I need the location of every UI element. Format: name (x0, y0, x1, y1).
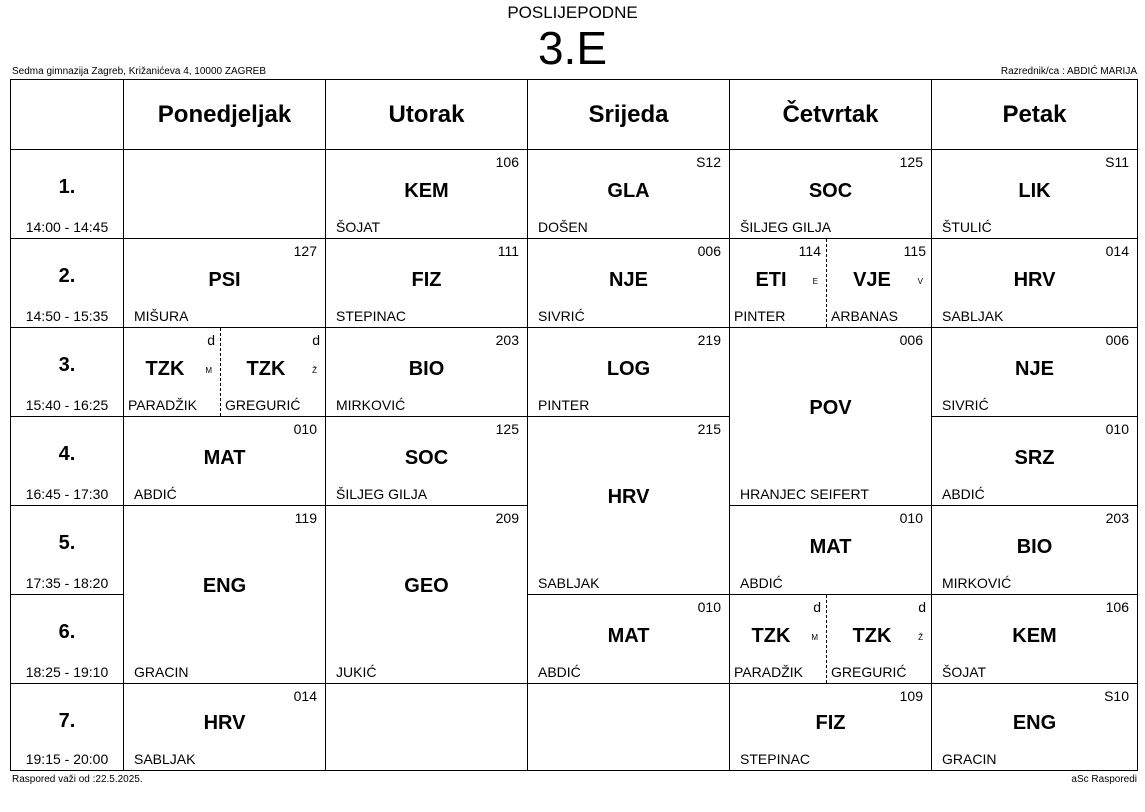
lesson-cell-thu-p1[interactable] (730, 150, 932, 239)
subject-code: MAT (809, 536, 852, 558)
lesson-cell-mon-p3[interactable] (124, 328, 326, 417)
subject-code: HRV (607, 486, 650, 508)
teacher-name: PINTER (734, 308, 786, 324)
subject-code: TZK (246, 358, 286, 380)
room-number: S10 (1104, 688, 1129, 704)
lesson-cell-wed-p3[interactable] (528, 328, 730, 417)
teacher-name: SABLJAK (538, 575, 600, 591)
lesson-cell-tue-p1[interactable] (326, 150, 528, 239)
lesson-cell-thu-p2[interactable] (730, 239, 932, 328)
timetable-grid (10, 79, 1138, 771)
lesson-cell-mon-p5-6[interactable] (124, 506, 326, 684)
period-number: 6. (58, 621, 76, 643)
day-header-fri: Petak (932, 80, 1137, 150)
lesson-half-left[interactable] (730, 595, 827, 683)
teacher-name: ŠTULIĆ (942, 219, 992, 235)
lesson-cell-fri-p1[interactable] (932, 150, 1137, 239)
subject-code: NJE (1015, 358, 1054, 380)
period-cell (11, 150, 124, 239)
school-name: Sedma gimnazija Zagreb, Križanićeva 4, 10000 ZAGREB (12, 66, 267, 77)
lesson-half-left[interactable] (124, 328, 221, 416)
subject-code: ENG (202, 575, 247, 597)
period-number: 2. (58, 265, 76, 287)
teacher-name: SIVRIĆ (538, 308, 585, 324)
subject-code: FIZ (815, 712, 846, 734)
teacher-name: JUKIĆ (336, 664, 377, 680)
room-number: 010 (899, 510, 923, 526)
room-number: 209 (495, 510, 519, 526)
teacher-name: ŠILJEG GILJA (740, 219, 832, 235)
teacher-name: PARADŽIK (128, 397, 197, 413)
lesson-cell-fri-p4[interactable] (932, 417, 1137, 506)
lesson-cell-wed-p4-5[interactable] (528, 417, 730, 595)
room-number: 014 (1105, 243, 1129, 259)
group-marker: E (812, 277, 818, 286)
lesson-cell-tue-p4[interactable] (326, 417, 528, 506)
subject-code: TZK (751, 625, 791, 647)
subject-code: SRZ (1014, 447, 1055, 469)
group-marker: V (917, 277, 923, 286)
lesson-half-right[interactable] (221, 328, 325, 416)
room-number: S12 (696, 154, 721, 170)
subject-code: KEM (404, 180, 449, 202)
lesson-half-left[interactable] (730, 239, 827, 327)
room-number: 215 (697, 421, 721, 437)
teacher-name: ABDIĆ (740, 575, 783, 591)
period-cell (11, 684, 124, 770)
room-number: 111 (497, 243, 519, 259)
teacher-name: ABDIĆ (134, 486, 177, 502)
subject-code: FIZ (411, 269, 442, 291)
room-number: 109 (899, 688, 923, 704)
subject-code: GEO (404, 575, 449, 597)
teacher-name: SABLJAK (942, 308, 1004, 324)
lesson-cell-mon-p7[interactable] (124, 684, 326, 770)
teacher-name: MIRKOVIĆ (336, 397, 406, 413)
subject-code: HRV (1013, 269, 1056, 291)
period-cell (11, 417, 124, 506)
lesson-cell-thu-p5[interactable] (730, 506, 932, 595)
room-number: 127 (293, 243, 317, 259)
lesson-cell-thu-p6[interactable] (730, 595, 932, 684)
class-title: 3.E (537, 22, 608, 74)
room-number: 219 (697, 332, 721, 348)
period-number: 3. (58, 354, 76, 376)
room-number: 203 (1105, 510, 1129, 526)
room-number: 014 (293, 688, 317, 704)
group-marker: Ž (918, 633, 923, 642)
day-header-mon: Ponedjeljak (124, 80, 326, 150)
teacher-name: GREGURIĆ (831, 664, 907, 680)
subject-code: HRV (203, 712, 246, 734)
teacher-name: MIRKOVIĆ (942, 575, 1012, 591)
group-marker: Ž (312, 366, 317, 375)
lesson-cell-fri-p7[interactable] (932, 684, 1137, 770)
period-time: 16:45 - 17:30 (25, 486, 109, 502)
period-number: 5. (58, 532, 76, 554)
shift-label: POSLIJEPODNE (507, 3, 638, 22)
lesson-cell-wed-p1[interactable] (528, 150, 730, 239)
room-number: 114 (798, 243, 821, 259)
lesson-half-right[interactable] (827, 239, 931, 327)
lesson-cell-fri-p2[interactable] (932, 239, 1137, 328)
teacher-name: ŠILJEG GILJA (336, 486, 428, 502)
room-number: 115 (903, 243, 926, 259)
teacher-name: STEPINAC (740, 751, 811, 767)
lesson-cell-thu-p7[interactable] (730, 684, 932, 770)
room-number: 006 (899, 332, 923, 348)
lesson-cell-fri-p5[interactable] (932, 506, 1137, 595)
group-marker: M (205, 366, 212, 375)
period-cell (11, 506, 124, 595)
teacher-name: STEPINAC (336, 308, 407, 324)
teacher-name: GREGURIĆ (225, 397, 301, 413)
teacher-name: DOŠEN (538, 219, 588, 235)
teacher-name: ŠOJAT (336, 219, 381, 235)
subject-code: PSI (208, 269, 241, 291)
subject-code: BIO (1016, 536, 1053, 558)
day-header-thu: Četvrtak (730, 80, 932, 150)
lesson-cell-mon-p4[interactable] (124, 417, 326, 506)
corner-cell (11, 80, 124, 150)
subject-code: LIK (1018, 180, 1051, 202)
lesson-cell-mon-p2[interactable] (124, 239, 326, 328)
group-marker: M (811, 633, 818, 642)
period-cell (11, 595, 124, 684)
teacher-name: SABLJAK (134, 751, 196, 767)
subject-code: ENG (1012, 712, 1057, 734)
teacher-name: ŠOJAT (942, 664, 987, 680)
lesson-cell-mon-p1[interactable] (124, 150, 326, 239)
lesson-cell-tue-p7[interactable] (326, 684, 528, 770)
room-number: 010 (697, 599, 721, 615)
subject-code: GLA (607, 180, 650, 202)
day-header-wed: Srijeda (528, 80, 730, 150)
lesson-half-right[interactable] (827, 595, 931, 683)
subject-code: LOG (606, 358, 651, 380)
room-number: 006 (1105, 332, 1129, 348)
lesson-cell-tue-p2[interactable] (326, 239, 528, 328)
lesson-cell-wed-p2[interactable] (528, 239, 730, 328)
period-time: 14:00 - 14:45 (25, 219, 109, 235)
teacher-name: MIŠURA (134, 308, 189, 324)
class-teacher: Razrednik/ca : ABDIĆ MARIJA (1000, 66, 1137, 77)
subject-code: NJE (609, 269, 648, 291)
period-number: 4. (58, 443, 76, 465)
lesson-cell-thu-p3-4[interactable] (730, 328, 932, 506)
day-header-tue: Utorak (326, 80, 528, 150)
lesson-cell-wed-p7[interactable] (528, 684, 730, 770)
subject-code: SOC (808, 180, 853, 202)
room-number: d (312, 332, 320, 348)
lesson-cell-fri-p3[interactable] (932, 328, 1137, 417)
teacher-name: ABDIĆ (538, 664, 581, 680)
room-number: 010 (1105, 421, 1129, 437)
period-time: 19:15 - 20:00 (25, 751, 109, 767)
lesson-cell-wed-p6[interactable] (528, 595, 730, 684)
software-credit: aSc Rasporedi (1071, 774, 1137, 785)
room-number: 203 (495, 332, 519, 348)
subject-code: VJE (853, 269, 891, 291)
subject-code: SOC (404, 447, 449, 469)
subject-code: ETI (755, 269, 787, 291)
valid-from: Raspored važi od :22.5.2025. (12, 774, 143, 785)
room-number: d (813, 599, 821, 615)
subject-code: TZK (145, 358, 185, 380)
period-number: 7. (58, 710, 76, 732)
teacher-name: HRANJEC SEIFERT (740, 486, 869, 502)
subject-code: POV (809, 397, 852, 419)
period-time: 18:25 - 19:10 (25, 664, 109, 680)
lesson-cell-tue-p3[interactable] (326, 328, 528, 417)
room-number: 006 (697, 243, 721, 259)
lesson-cell-tue-p5-6[interactable] (326, 506, 528, 684)
room-number: 125 (899, 154, 923, 170)
teacher-name: GRACIN (134, 664, 189, 680)
subject-code: KEM (1012, 625, 1057, 647)
room-number: 125 (495, 421, 519, 437)
teacher-name: PARADŽIK (734, 664, 803, 680)
teacher-name: ABDIĆ (942, 486, 985, 502)
period-number: 1. (58, 176, 76, 198)
teacher-name: PINTER (538, 397, 590, 413)
room-number: d (207, 332, 215, 348)
teacher-name: GRACIN (942, 751, 997, 767)
period-time: 15:40 - 16:25 (25, 397, 109, 413)
room-number: 106 (1105, 599, 1129, 615)
lesson-cell-fri-p6[interactable] (932, 595, 1137, 684)
subject-code: MAT (607, 625, 650, 647)
subject-code: TZK (852, 625, 892, 647)
period-cell (11, 328, 124, 417)
teacher-name: ARBANAS (831, 308, 898, 324)
period-time: 14:50 - 15:35 (25, 308, 109, 324)
period-cell (11, 239, 124, 328)
subject-code: MAT (203, 447, 246, 469)
subject-code: BIO (408, 358, 445, 380)
room-number: 119 (294, 510, 317, 526)
period-time: 17:35 - 18:20 (25, 575, 109, 591)
room-number: S11 (1105, 154, 1129, 170)
room-number: d (918, 599, 926, 615)
room-number: 010 (293, 421, 317, 437)
teacher-name: SIVRIĆ (942, 397, 989, 413)
room-number: 106 (495, 154, 519, 170)
